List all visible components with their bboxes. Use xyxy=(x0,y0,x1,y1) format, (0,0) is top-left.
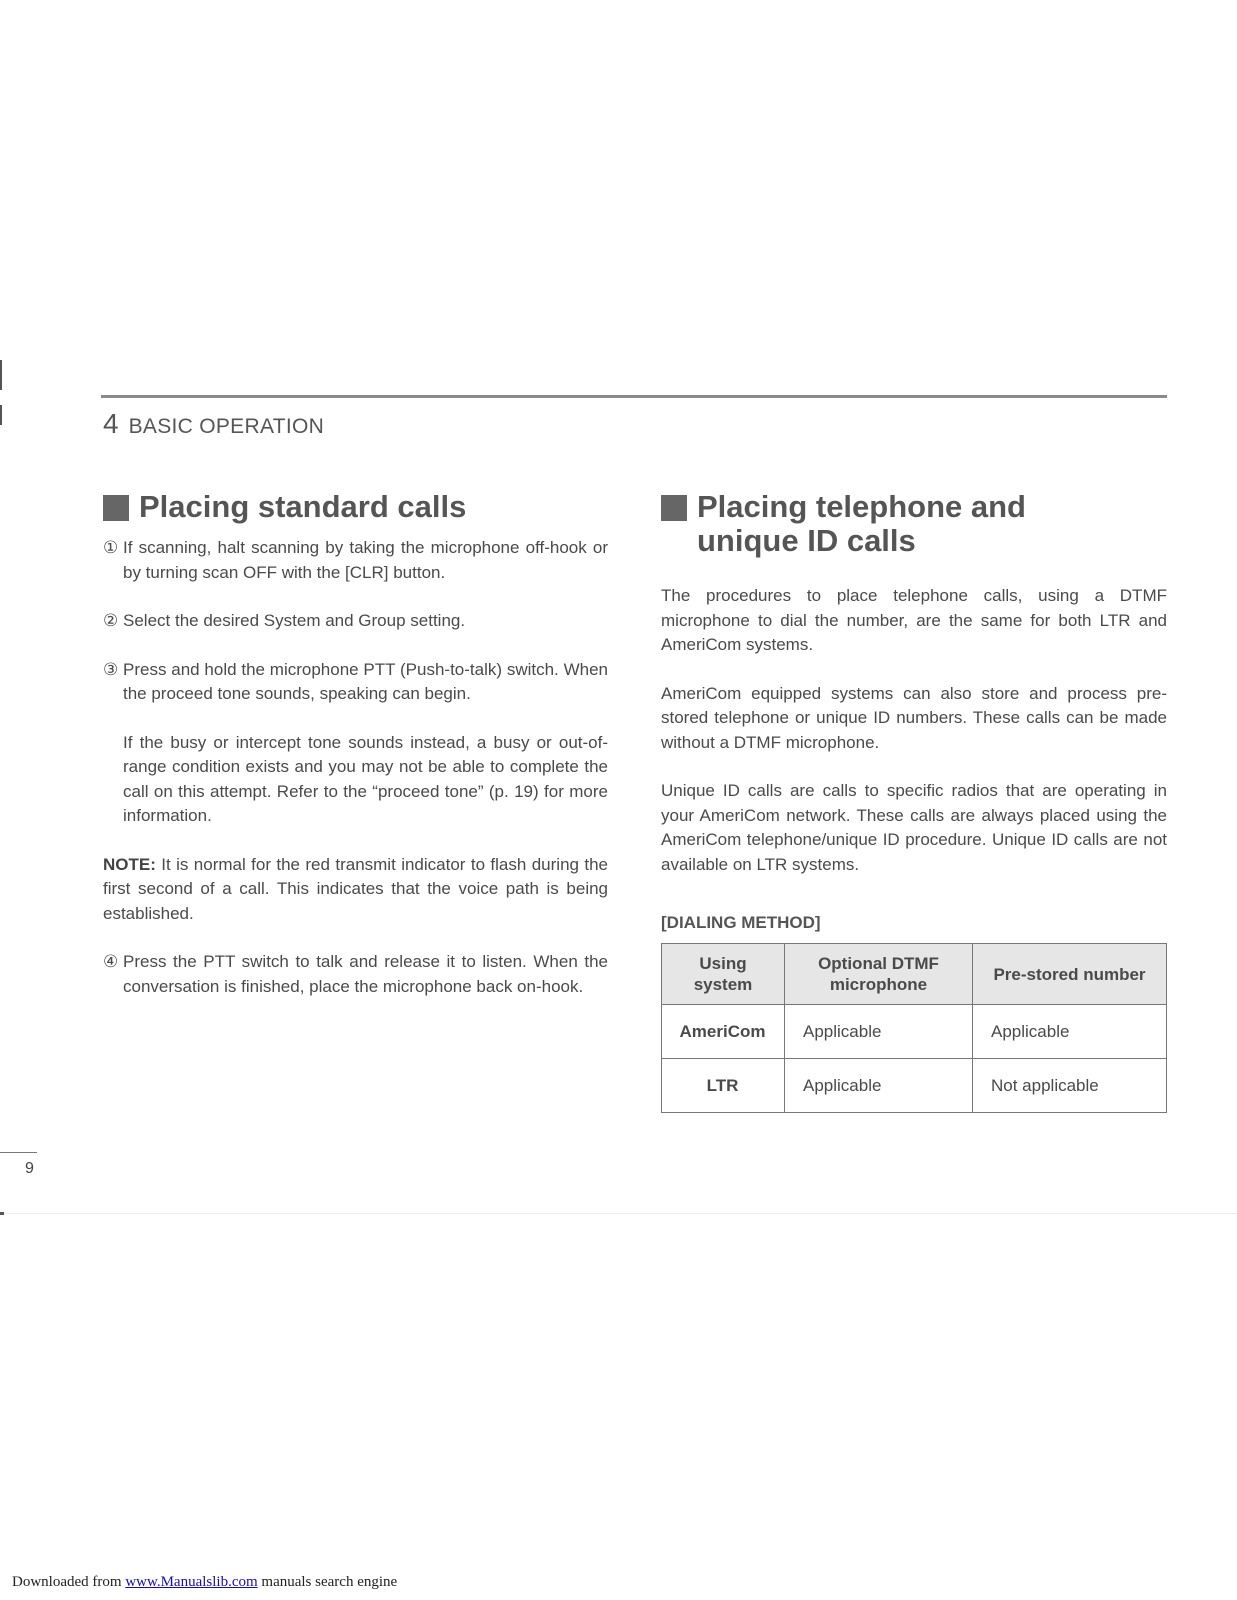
paragraph: Unique ID calls are calls to specific radios that are operating in your AmeriCom network. These calls are always placed using the AmeriCom telephone/unique ID procedure. Unique ID calls are not available on LTR systems. xyxy=(661,781,1167,874)
step-3 xyxy=(103,658,608,707)
right-column xyxy=(661,490,1167,1113)
step-2 xyxy=(103,609,608,634)
left-column xyxy=(103,490,608,1023)
table-cell: Applicable xyxy=(785,1059,973,1113)
left-heading-text: Placing standard calls xyxy=(139,489,467,524)
dialing-method-table xyxy=(661,943,1167,1113)
chapter-header xyxy=(103,408,324,440)
footer-prefix: Downloaded from xyxy=(12,1574,126,1590)
footer-suffix: manuals search engine xyxy=(257,1574,398,1590)
table-cell: Applicable xyxy=(973,1005,1167,1059)
table-header-row xyxy=(662,944,1167,1005)
table-cell: Not applicable xyxy=(973,1059,1167,1113)
heading-bullet-icon xyxy=(661,495,687,521)
table-title: [DIALING METHOD] xyxy=(661,913,821,932)
step-text: Select the desired System and Group setting. xyxy=(123,611,466,630)
page-edge-line xyxy=(0,1213,1237,1214)
note-text: It is normal for the red transmit indicator to flash during the first second of a call. This indicates that the voice path is being established. xyxy=(103,854,608,923)
table-row xyxy=(662,1005,1167,1059)
step-text: Press and hold the microphone PTT (Push-to-talk) switch. When the proceed tone sounds, speaking can begin. xyxy=(123,659,608,703)
chapter-number: 4 xyxy=(103,408,119,439)
table-header-cell: Optional DTMF microphone xyxy=(785,944,973,1005)
step-marker: ③ xyxy=(103,659,119,679)
step-3-extra: If the busy or intercept tone sounds instead, a busy or out-of-range condition exists and you may not be able to complete the call on this attempt. Refer to the “proceed tone” (p. 19) for more information. xyxy=(123,732,608,825)
download-footer xyxy=(12,1574,397,1591)
table-cell: LTR xyxy=(662,1059,785,1113)
right-heading-line2: unique ID calls xyxy=(697,523,916,558)
table-cell: AmeriCom xyxy=(662,1005,785,1059)
step-text: If scanning, halt scanning by taking the microphone off-hook or by turning scan OFF with the [CLR] button. xyxy=(123,538,608,582)
step-text: Press the PTT switch to talk and release it to listen. When the conversation is finished, place the microphone back on-hook. xyxy=(123,952,608,996)
right-heading-line1: Placing telephone and xyxy=(697,489,1026,524)
left-heading xyxy=(103,490,608,524)
table-row xyxy=(662,1059,1167,1113)
paragraph: The procedures to place telephone calls, using a DTMF microphone to dial the number, are the same for both LTR and AmeriCom systems. xyxy=(661,586,1167,654)
note xyxy=(103,853,608,927)
step-1 xyxy=(103,536,608,585)
header-rule xyxy=(101,395,1167,398)
paragraph: AmeriCom equipped systems can also store and process pre-stored telephone or unique ID numbers. These calls can be made without a DTMF microphone. xyxy=(661,683,1167,752)
table-header-cell: Using system xyxy=(662,944,785,1005)
page-number-rule xyxy=(0,1152,37,1153)
page-number: 9 xyxy=(25,1160,34,1177)
step-marker: ① xyxy=(103,538,119,557)
margin-mark xyxy=(0,405,2,425)
step-4 xyxy=(103,950,608,999)
heading-bullet-icon xyxy=(103,495,129,521)
step-marker: ② xyxy=(103,611,119,630)
table-cell: Applicable xyxy=(785,1005,973,1059)
right-heading xyxy=(661,490,1167,558)
chapter-title: BASIC OPERATION xyxy=(128,415,325,438)
step-marker: ④ xyxy=(103,952,119,971)
manualslib-link[interactable]: www.Manualslib.com xyxy=(125,1574,258,1590)
margin-mark xyxy=(0,360,2,390)
page-edge-mark xyxy=(0,1212,4,1215)
note-label: NOTE: xyxy=(103,854,156,874)
table-header-cell: Pre-stored number xyxy=(973,944,1167,1005)
